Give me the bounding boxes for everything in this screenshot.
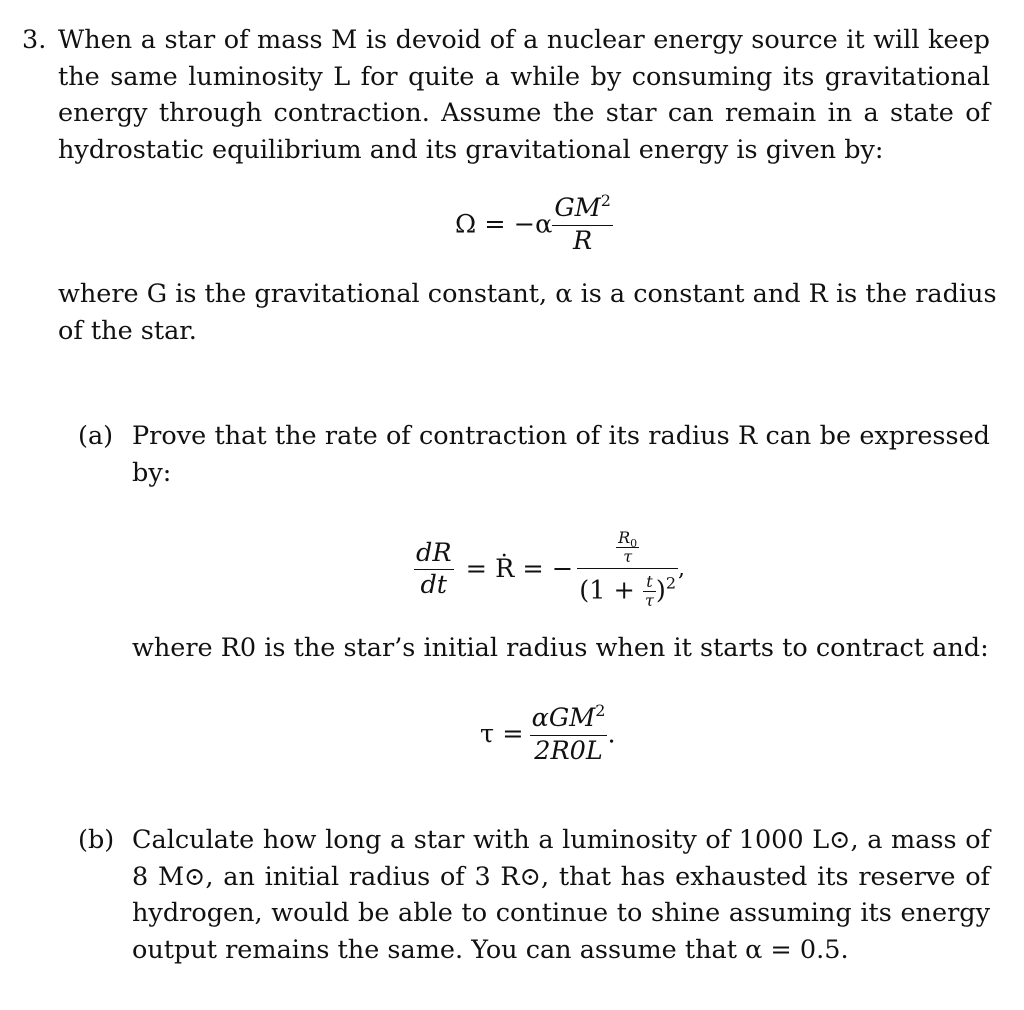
equation-tau bbox=[480, 701, 616, 766]
part-b-line-3: hydrogen, would be able to continue to shine assuming its energy bbox=[132, 898, 990, 928]
part-a-line-1: Prove that the rate of contraction of its radius R can be expressed bbox=[132, 421, 990, 451]
inner-fraction bbox=[616, 530, 639, 565]
den-close: ) bbox=[655, 575, 666, 606]
drdt-numerator: dR bbox=[416, 537, 452, 568]
part-b-line-4: output remains the same. You can assume that α = 0.5. bbox=[132, 934, 849, 965]
omega-numerator: GM bbox=[554, 193, 601, 223]
part-a-label: (a) bbox=[78, 421, 114, 451]
where-definitions bbox=[58, 276, 997, 349]
question-number: 3. bbox=[22, 25, 47, 55]
omega-fraction bbox=[552, 191, 613, 256]
tau-trail: . bbox=[607, 719, 616, 750]
where-line-1: where G is the gravitational constant, α is a constant and R is the radius bbox=[58, 279, 997, 309]
den-open: (1 + bbox=[579, 575, 635, 606]
intro-line-4: hydrostatic equilibrium and its gravitational energy is given by: bbox=[58, 134, 884, 165]
part-a-line-2: by: bbox=[132, 457, 172, 488]
rate-trail: , bbox=[678, 556, 686, 582]
den-tau: τ bbox=[645, 591, 654, 610]
part-b-text bbox=[132, 822, 990, 968]
t-over-tau-fraction bbox=[643, 574, 656, 609]
intro-line-2: the same luminosity L for quite a while by consuming its gravitational bbox=[58, 61, 990, 92]
inner-numerator-sub: 0 bbox=[630, 537, 638, 550]
omega-denominator: R bbox=[573, 225, 593, 256]
inner-denominator: τ bbox=[623, 547, 633, 566]
rate-middle: = Ṙ = − bbox=[465, 553, 574, 584]
tau-numerator-exp: 2 bbox=[595, 701, 606, 720]
omega-lhs: Ω = −α bbox=[455, 209, 553, 240]
drdt-denominator: dt bbox=[420, 570, 448, 600]
equation-contraction-rate bbox=[414, 530, 685, 609]
intro-line-1: When a star of mass M is devoid of a nuclear energy source it will keep bbox=[58, 25, 990, 55]
tau-numerator: αGM bbox=[531, 703, 596, 733]
rate-fraction bbox=[577, 530, 678, 609]
den-exp: 2 bbox=[665, 573, 677, 593]
where-r0-line: where R0 is the star’s initial radius when it starts to contract and: bbox=[132, 633, 989, 663]
tau-fraction bbox=[530, 701, 608, 766]
equation-gravitational-energy bbox=[455, 191, 613, 256]
tau-denominator: 2R0L bbox=[534, 735, 603, 766]
inner-numerator: R bbox=[618, 528, 631, 547]
den-t: t bbox=[646, 572, 653, 591]
drdt-fraction bbox=[414, 537, 454, 600]
intro-line-3: energy through contraction. Assume the star can remain in a state of bbox=[58, 98, 990, 128]
tau-lhs: τ = bbox=[480, 719, 524, 750]
where-r0 bbox=[132, 630, 990, 667]
question-intro bbox=[58, 22, 990, 168]
omega-numerator-exp: 2 bbox=[600, 191, 611, 210]
part-b-line-2: 8 M⊙, an initial radius of 3 R⊙, that has exhausted its reserve of bbox=[132, 861, 990, 892]
part-b-label: (b) bbox=[78, 825, 115, 855]
where-line-2: of the star. bbox=[58, 315, 197, 346]
part-b-line-1: Calculate how long a star with a luminosity of 1000 L⊙, a mass of bbox=[132, 825, 990, 855]
part-a-text bbox=[132, 418, 990, 491]
